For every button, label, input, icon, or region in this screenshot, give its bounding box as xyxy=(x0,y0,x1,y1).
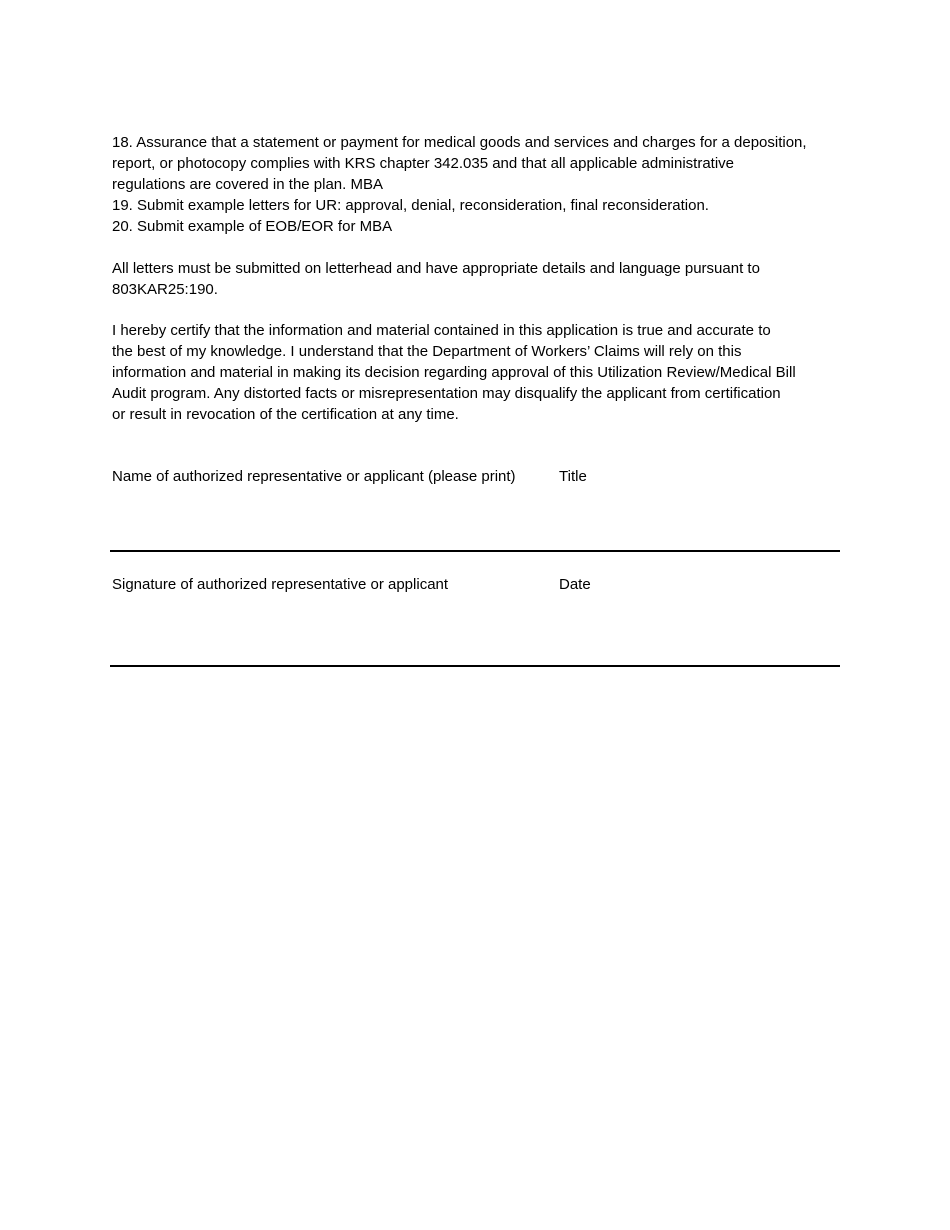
signature-date-line[interactable] xyxy=(110,665,840,667)
date-label: Date xyxy=(559,576,591,593)
item-18-line-3: regulations are covered in the plan. MBA xyxy=(112,176,383,193)
name-title-line[interactable] xyxy=(110,550,840,552)
item-19: 19. Submit example letters for UR: approval, denial, reconsideration, final reconsideration. xyxy=(112,197,709,214)
title-label: Title xyxy=(559,468,587,485)
certification-line-4: Audit program. Any distorted facts or misrepresentation may disqualify the applicant from certification xyxy=(112,385,781,402)
certification-line-2: the best of my knowledge. I understand that the Department of Workers’ Claims will rely on this xyxy=(112,343,742,360)
certification-line-5: or result in revocation of the certification at any time. xyxy=(112,406,459,423)
item-20: 20. Submit example of EOB/EOR for MBA xyxy=(112,218,393,235)
name-label: Name of authorized representative or applicant (please print) xyxy=(112,468,516,485)
certification-line-3: information and material in making its decision regarding approval of this Utilization Review/Medical Bill xyxy=(112,364,796,381)
signature-label: Signature of authorized representative or applicant xyxy=(112,576,449,593)
letterhead-note-line-1: All letters must be submitted on letterhead and have appropriate details and language pursuant to xyxy=(112,260,760,277)
item-18-line-1: 18. Assurance that a statement or payment for medical goods and services and charges for a deposition, xyxy=(112,134,807,151)
letterhead-note-line-2: 803KAR25:190. xyxy=(112,281,218,298)
item-18-line-2: report, or photocopy complies with KRS chapter 342.035 and that all applicable administrative xyxy=(112,155,735,172)
certification-line-1: I hereby certify that the information and material contained in this application is true and accurate to xyxy=(112,322,771,339)
